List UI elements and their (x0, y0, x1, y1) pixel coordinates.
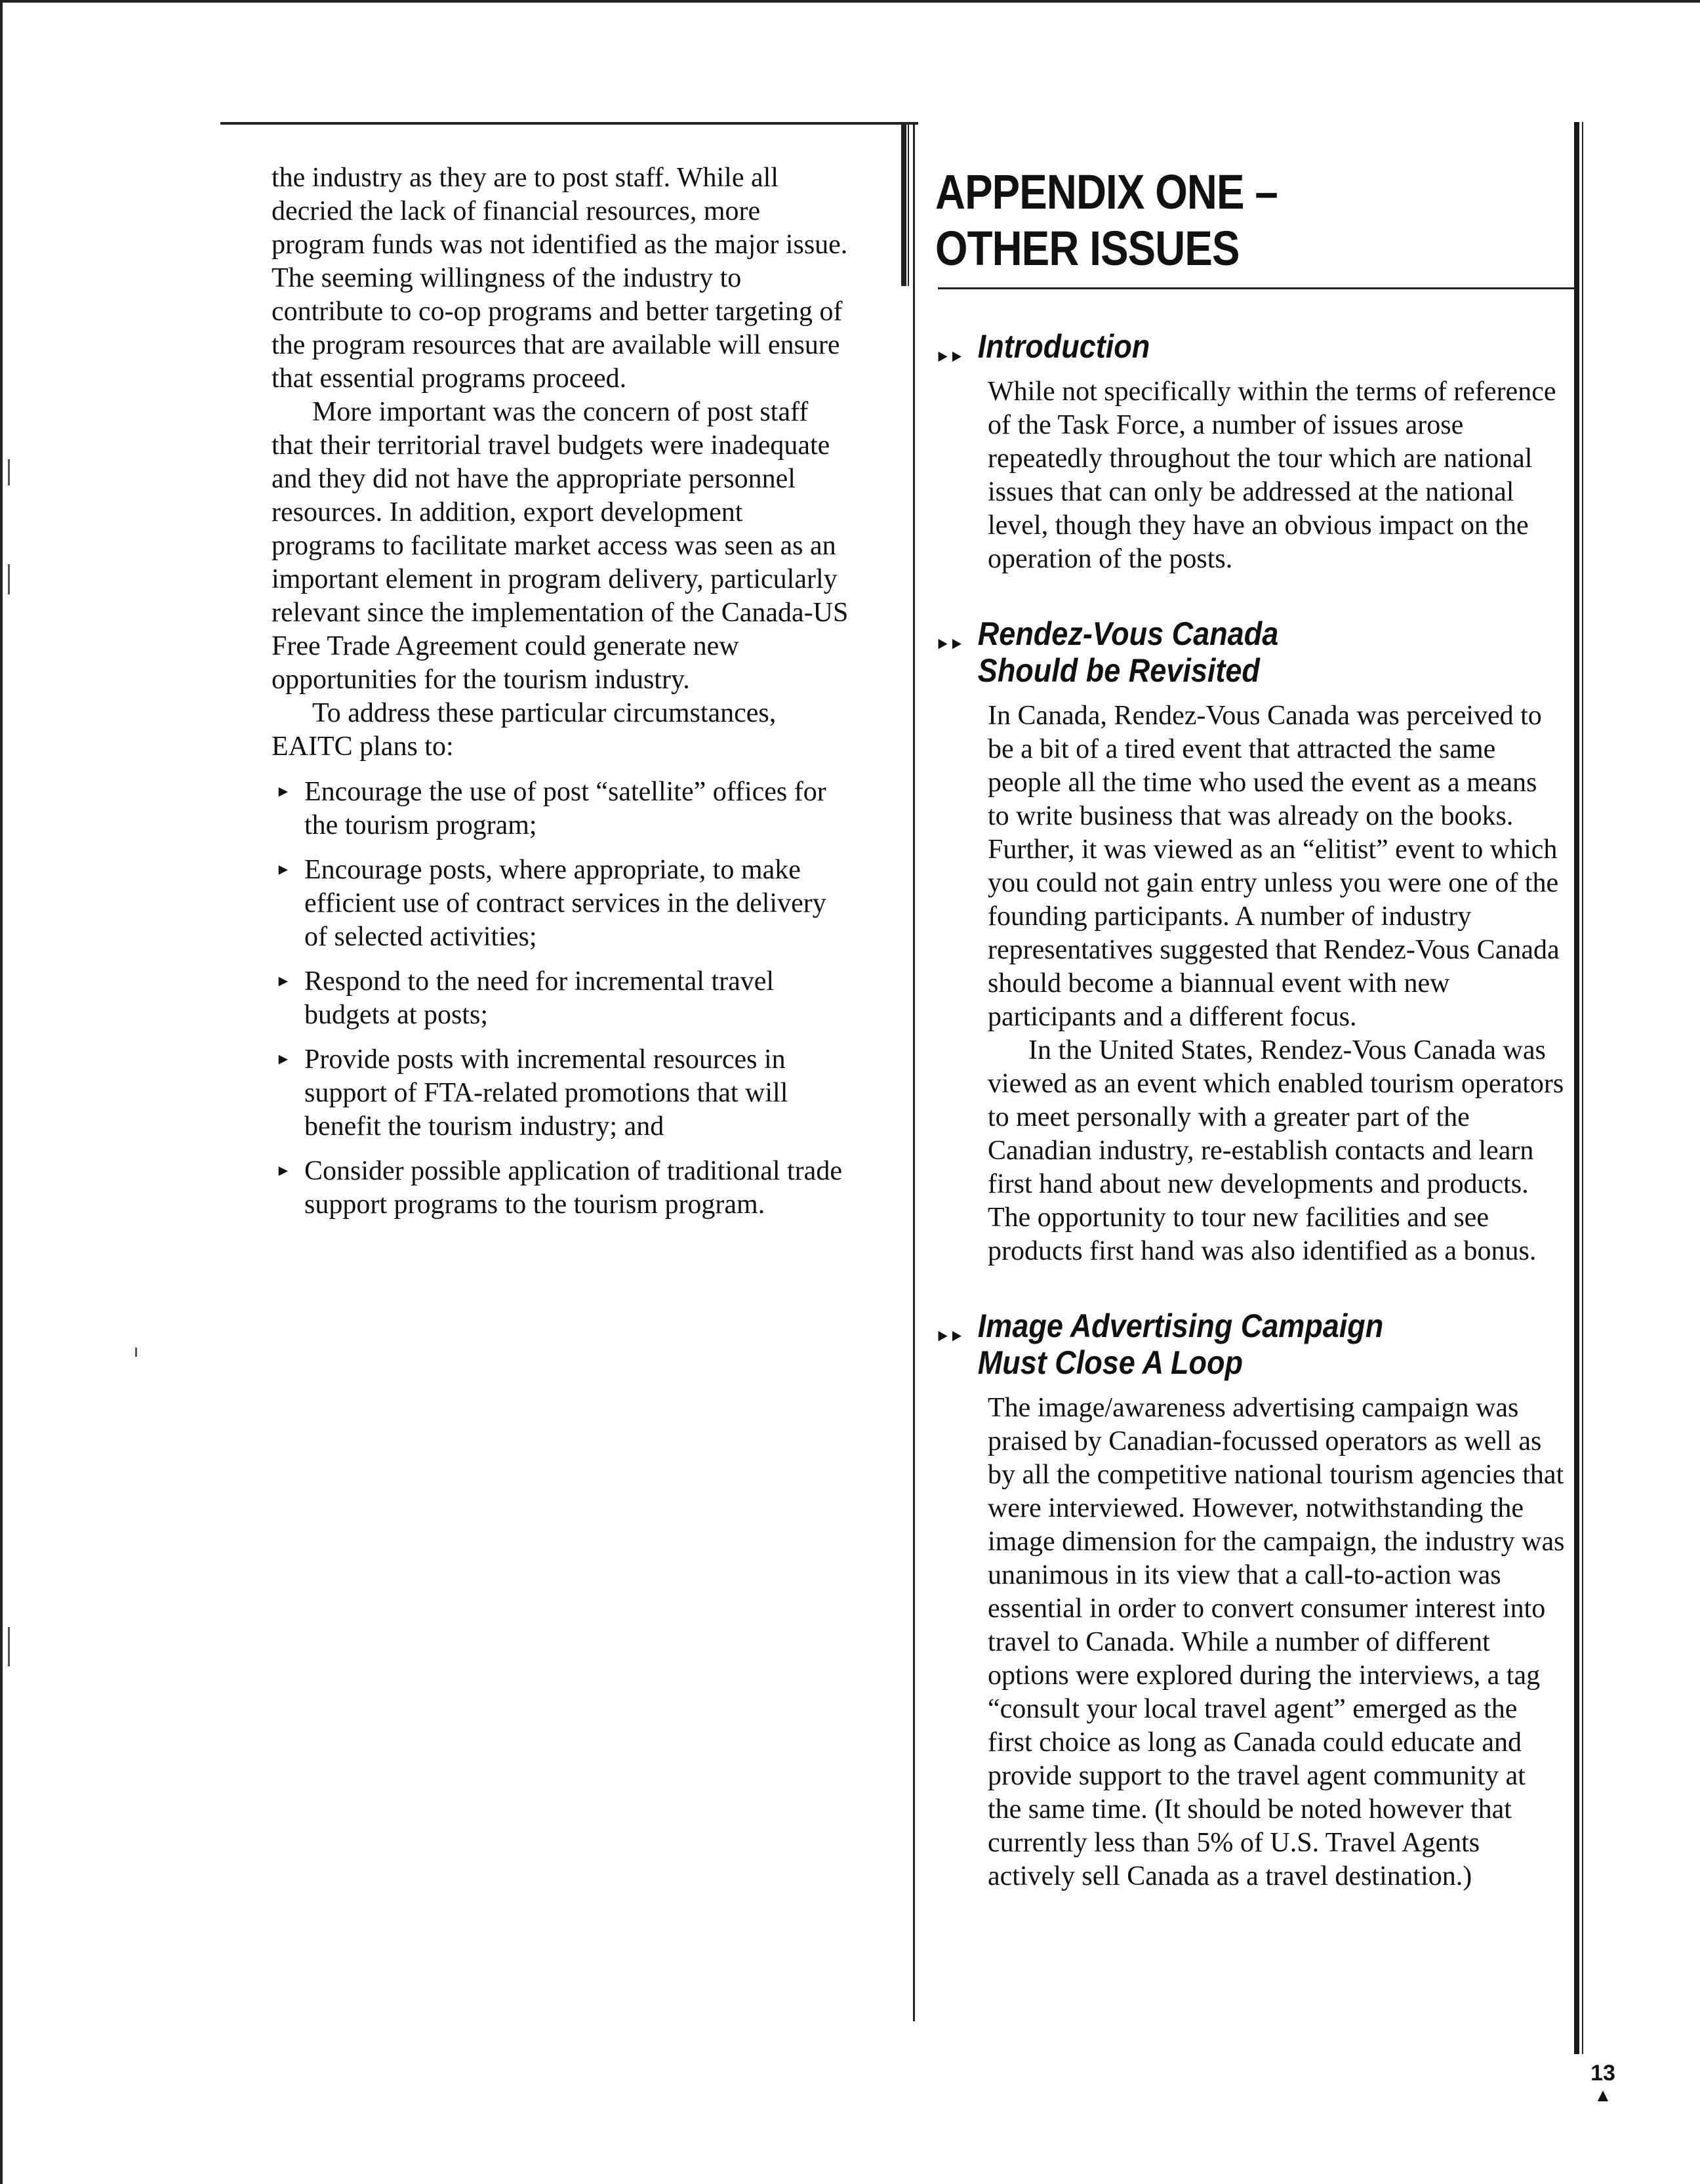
right-column (935, 328, 1565, 1893)
double-arrow-icon: ►► (935, 1325, 963, 1345)
page-edge-top (0, 0, 1700, 3)
page-number: 13 ▲ (1583, 2061, 1623, 2106)
double-arrow-icon: ►► (935, 633, 963, 653)
title-box-left-line (908, 122, 909, 286)
title-rule (938, 287, 1574, 289)
left-paragraph-3: To address these particular circumstances, EAITC plans to: (272, 698, 777, 762)
list-item: ► Consider possible application of traditional trade support programs to the tourism program. (275, 1156, 842, 1220)
left-paragraph-2: More important was the concern of post staff that their territorial travel budgets were inadequate and they did not have the appropriate personnel resources. In addition, export development programs to facilitate market access was seen as an important element in program delivery, particularly relevant since the implementation of the Canada-US Free Trade Agreement could generate new opportunities for the tourism industry. (272, 397, 849, 695)
introduction-body (988, 375, 1565, 576)
triangle-marker-icon: ▲ (1594, 2085, 1612, 2105)
double-arrow-icon: ►► (935, 346, 963, 365)
list-item: ► Encourage posts, where appropriate, to make efficient use of contract services in the delivery of selected activities; (275, 855, 826, 952)
triangle-bullet-icon: ► (275, 861, 291, 878)
right-edge-line (1582, 122, 1583, 2054)
introduction-heading: ►► Introduction (935, 328, 1509, 365)
image-advertising-body (988, 1391, 1565, 1893)
scan-mark (8, 459, 10, 485)
triangle-bullet-icon: ► (275, 973, 291, 990)
triangle-bullet-icon: ► (275, 1051, 291, 1068)
appendix-title-line-1: APPENDIX ONE – (935, 165, 1278, 219)
list-item: ► Respond to the need for incremental travel budgets at posts; (275, 966, 775, 1030)
scan-mark (8, 564, 10, 594)
appendix-title (935, 164, 1443, 277)
title-box-left-bar (901, 122, 906, 286)
rendezvous-text-1: In Canada, Rendez-Vous Canada was perceived to be a bit of a tired event that attracted the same people all the time who used the event as a means to write business that was already on the books. Further, it was viewed as an “elitist” event to which you could not gain entry unless you were one of the founding participants. A number of industry representatives suggested that Rendez-Vous Canada should become a biannual event with new participants and a different focus. (988, 701, 1560, 1032)
rendezvous-text-2: In the United States, Rendez-Vous Canada was viewed as an event which enabled tourism operators to meet personally with a greater part of the Canadian industry, re-establish contacts and learn first hand about new developments and products. The opportunity to tour new facilities and see products first hand was also identified as a bonus. (988, 1035, 1564, 1266)
rendezvous-heading: ►► Rendez-Vous Canada Should be Revisited (935, 615, 1279, 689)
page-edge-left (0, 0, 3, 2184)
appendix-title-line-2: OTHER ISSUES (935, 221, 1240, 276)
image-advertising-text: The image/awareness advertising campaign was praised by Canadian-focussed operators as well as by all the competitive national tourism agencies that were interviewed. However, notwithstanding the image dimension for the campaign, the industry was unanimous in its view that a call-to-action was essential in order to convert consumer interest into travel to Canada. While a number of different options were explored during the interviews, a tag “consult your local travel agent” emerged as the first choice as long as Canada could educate and provide support to the travel agent community at the same time. (It should be noted however that currently less than 5% of U.S. Travel Agents actively sell Canada as a travel destination.) (988, 1393, 1565, 1891)
scan-mark (8, 1627, 10, 1666)
column-divider (913, 122, 915, 2021)
left-paragraph-1: the industry as they are to post staff. While all decried the lack of financial resources, more program funds was not identified as the major issue. The seeming willingness of the industry to contribute to co-op programs and better targeting of the program resources that are available will ensure that essential programs proceed. (272, 163, 848, 394)
right-edge-bar (1574, 122, 1579, 2054)
list-item: ► Provide posts with incremental resources in support of FTA-related promotions that will benefit the tourism industry; and (275, 1044, 788, 1142)
top-rule (220, 122, 918, 125)
triangle-bullet-icon: ► (275, 783, 291, 800)
rendezvous-body (988, 699, 1565, 1268)
left-column (272, 161, 849, 1233)
list-item: ► Encourage the use of post “satellite” offices for the tourism program; (275, 777, 826, 840)
plan-bullet-list (272, 775, 849, 1222)
introduction-text: While not specifically within the terms of reference of the Task Force, a number of issues arose repeatedly throughout the tour which are national issues that can only be addressed at the national level, though they have an obvious impact on the operation of the posts. (988, 377, 1556, 574)
image-advertising-heading: ►► Image Advertising Campaign Must Close A Loop (935, 1308, 1384, 1381)
triangle-bullet-icon: ► (275, 1163, 291, 1180)
scan-mark (135, 1348, 137, 1357)
